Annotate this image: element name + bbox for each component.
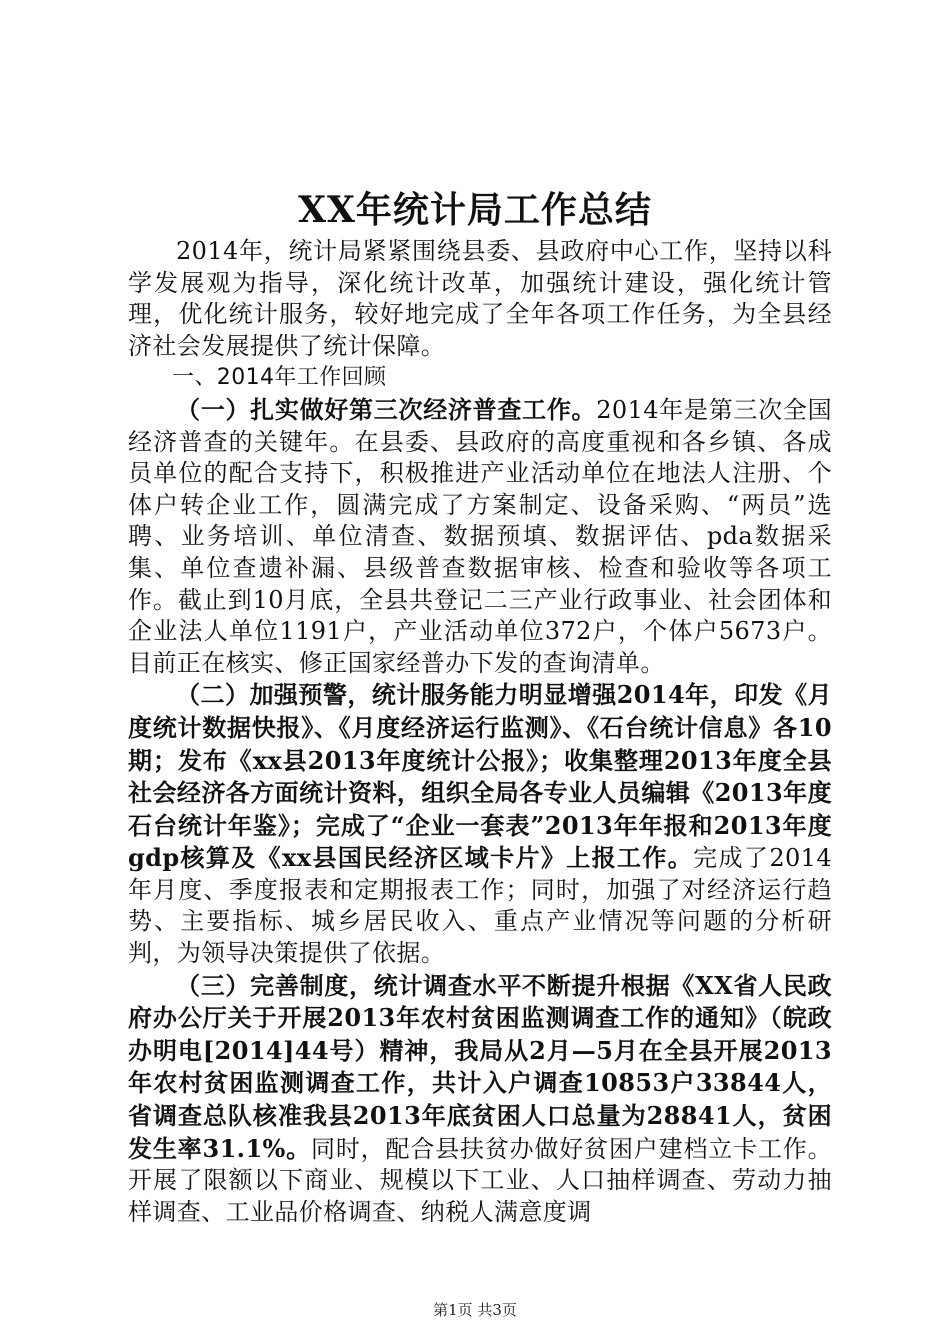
item-2-paragraph: [128, 679, 832, 969]
document-body: [128, 236, 832, 1228]
page-footer: 第1页 共3页: [433, 1301, 517, 1319]
document-title: XX年统计局工作总结: [298, 189, 652, 231]
item-3-lead: （三）完善制度，统计调查水平不断提升根据《XX省人民政府办公厅关于开展2013年农村贫困监测调查工作的通知》（皖政办明电[2014]44号）精神，我局从2月—5月在全县开展2013年农村贫困监测调查工作，共计入户调查10853户33844人，省调查总队核准我县2013年底贫困人口总量为28841人，贫困发生率31.1%。: [128, 970, 832, 1163]
item-2-text: 完成了2014年月度、季度报表和定期报表工作；同时，加强了对经济运行趋势、主要指标、城乡居民收入、重点产业情况等问题的分析研判，为领导决策提供了依据。: [128, 844, 832, 968]
item-3-paragraph: [128, 970, 832, 1229]
section-heading: 一、2014年工作回顾: [172, 365, 387, 391]
item-2-lead: （二）加强预警，统计服务能力明显增强2014年，印发《月度统计数据快报》、《月度经济运行监测》、《石台统计信息》各10期；发布《xx县2013年度统计公报》；收集整理2013年度全县社会经济各方面统计资料，组织全局各专业人员编辑《2013年度石台统计年鉴》；完成了“企业一套表”2013年年报和2013年度gdp核算及《xx县国民经济区域卡片》上报工作。: [128, 680, 832, 873]
item-1-lead: （一）扎实做好第三次经济普查工作。: [176, 394, 597, 424]
intro-paragraph: 2014年，统计局紧紧围绕县委、县政府中心工作，坚持以科学发展观为指导，深化统计改革，加强统计建设，强化统计管理，优化统计服务，较好地完成了全年各项工作任务，为全县经济社会发展提供了统计保障。: [128, 237, 832, 360]
item-1-text: 2014年是第三次全国经济普查的关键年。在县委、县政府的高度重视和各乡镇、各成员单位的配合支持下，积极推进产业活动单位在地法人注册、个体户转企业工作，圆满完成了方案制定、设备采购、“两员”选聘、业务培训、单位清查、数据预填、数据评估、pda数据采集、单位查遗补漏、县级普查数据审核、检查和验收等各项工作。截止到10月底，全县共登记二三产业行政事业、社会团体和企业法人单位1191户，产业活动单位372户，个体户5673户。目前正在核实、修正国家经普办下发的查询清单。: [128, 395, 832, 677]
item-1-paragraph: [128, 394, 832, 679]
item-3-text: 同时，配合县扶贫办做好贫困户建档立卡工作。开展了限额以下商业、规模以下工业、人口抽样调查、劳动力抽样调查、工业品价格调查、纳税人满意度调: [128, 1134, 833, 1226]
